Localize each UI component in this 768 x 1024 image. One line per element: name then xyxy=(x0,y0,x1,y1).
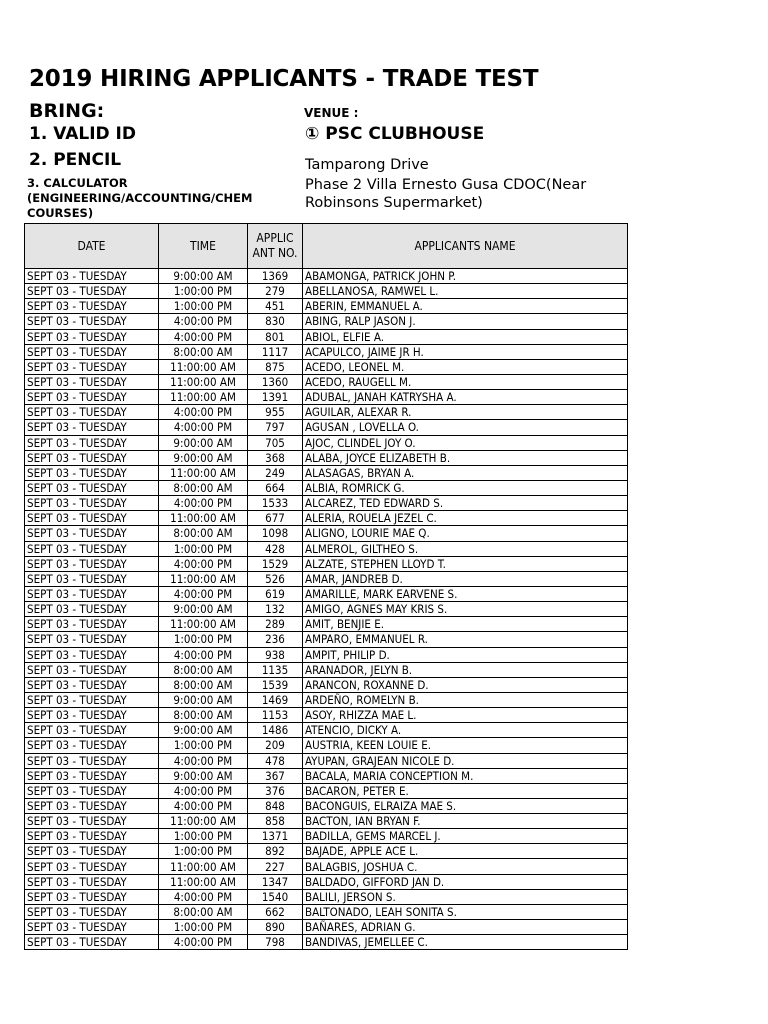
cell-applicant-no: 1539 xyxy=(248,677,303,692)
cell-applicant-no: 1391 xyxy=(248,390,303,405)
cell-applicant-no: 892 xyxy=(248,844,303,859)
cell-applicant-no: 1117 xyxy=(248,344,303,359)
table-row xyxy=(25,814,628,829)
requirement-calculator: 3. CALCULATOR (ENGINEERING/ACCOUNTING/CHEM COURSES) xyxy=(27,176,253,220)
cell-date: SEPT 03 - TUESDAY xyxy=(25,798,159,813)
table-row xyxy=(25,284,628,299)
cell-date: SEPT 03 - TUESDAY xyxy=(25,874,159,889)
table-row xyxy=(25,904,628,919)
venue-address-line: Robinsons Supermarket) xyxy=(305,195,483,211)
cell-applicant-name: BAÑARES, ADRIAN G. xyxy=(303,920,628,935)
cell-applicant-no: 1540 xyxy=(248,889,303,904)
cell-time: 4:00:00 PM xyxy=(159,753,248,768)
cell-applicant-name: ABERIN, EMMANUEL A. xyxy=(303,299,628,314)
cell-time: 4:00:00 PM xyxy=(159,329,248,344)
cell-date: SEPT 03 - TUESDAY xyxy=(25,450,159,465)
cell-applicant-name: BALTONADO, LEAH SONITA S. xyxy=(303,904,628,919)
cell-applicant-name: ABELLANOSA, RAMWEL L. xyxy=(303,284,628,299)
cell-date: SEPT 03 - TUESDAY xyxy=(25,329,159,344)
cell-applicant-no: 619 xyxy=(248,586,303,601)
cell-applicant-no: 858 xyxy=(248,814,303,829)
table-row xyxy=(25,496,628,511)
table-row xyxy=(25,450,628,465)
table-row xyxy=(25,314,628,329)
cell-time: 11:00:00 AM xyxy=(159,465,248,480)
cell-time: 9:00:00 AM xyxy=(159,269,248,284)
cell-time: 1:00:00 PM xyxy=(159,541,248,556)
cell-date: SEPT 03 - TUESDAY xyxy=(25,359,159,374)
cell-time: 11:00:00 AM xyxy=(159,390,248,405)
cell-date: SEPT 03 - TUESDAY xyxy=(25,465,159,480)
cell-applicant-no: 797 xyxy=(248,420,303,435)
table-row xyxy=(25,692,628,707)
cell-date: SEPT 03 - TUESDAY xyxy=(25,692,159,707)
cell-date: SEPT 03 - TUESDAY xyxy=(25,586,159,601)
cell-time: 4:00:00 PM xyxy=(159,647,248,662)
table-row xyxy=(25,647,628,662)
cell-applicant-name: AUSTRIA, KEEN LOUIE E. xyxy=(303,738,628,753)
cell-time: 8:00:00 AM xyxy=(159,480,248,495)
cell-date: SEPT 03 - TUESDAY xyxy=(25,405,159,420)
cell-applicant-name: BACALA, MARIA CONCEPTION M. xyxy=(303,768,628,783)
cell-time: 4:00:00 PM xyxy=(159,496,248,511)
cell-applicant-no: 1098 xyxy=(248,526,303,541)
cell-applicant-name: BANDIVAS, JEMELLEE C. xyxy=(303,935,628,950)
cell-date: SEPT 03 - TUESDAY xyxy=(25,738,159,753)
cell-date: SEPT 03 - TUESDAY xyxy=(25,829,159,844)
cell-applicant-name: ALASAGAS, BRYAN A. xyxy=(303,465,628,480)
cell-applicant-name: AMPIT, PHILIP D. xyxy=(303,647,628,662)
cell-applicant-name: BALDADO, GIFFORD JAN D. xyxy=(303,874,628,889)
cell-applicant-no: 662 xyxy=(248,904,303,919)
cell-applicant-name: BALILI, JERSON S. xyxy=(303,889,628,904)
requirement-valid-id: 1. VALID ID xyxy=(29,124,136,144)
table-row xyxy=(25,632,628,647)
cell-applicant-name: ALZATE, STEPHEN LLOYD T. xyxy=(303,556,628,571)
cell-date: SEPT 03 - TUESDAY xyxy=(25,390,159,405)
column-header-applicant-name: APPLICANTS NAME xyxy=(303,224,628,269)
cell-time: 1:00:00 PM xyxy=(159,844,248,859)
cell-date: SEPT 03 - TUESDAY xyxy=(25,314,159,329)
cell-date: SEPT 03 - TUESDAY xyxy=(25,904,159,919)
cell-applicant-no: 367 xyxy=(248,768,303,783)
cell-date: SEPT 03 - TUESDAY xyxy=(25,889,159,904)
table-row xyxy=(25,480,628,495)
cell-applicant-name: ATENCIO, DICKY A. xyxy=(303,723,628,738)
cell-time: 9:00:00 AM xyxy=(159,768,248,783)
cell-applicant-name: AYUPAN, GRAJEAN NICOLE D. xyxy=(303,753,628,768)
cell-date: SEPT 03 - TUESDAY xyxy=(25,269,159,284)
cell-applicant-name: ALCAREZ, TED EDWARD S. xyxy=(303,496,628,511)
table-row xyxy=(25,889,628,904)
cell-date: SEPT 03 - TUESDAY xyxy=(25,617,159,632)
cell-date: SEPT 03 - TUESDAY xyxy=(25,344,159,359)
table-row xyxy=(25,359,628,374)
cell-time: 8:00:00 AM xyxy=(159,344,248,359)
table-row xyxy=(25,374,628,389)
cell-applicant-name: ACEDO, LEONEL M. xyxy=(303,359,628,374)
cell-applicant-no: 209 xyxy=(248,738,303,753)
cell-applicant-name: ABIOL, ELFIE A. xyxy=(303,329,628,344)
cell-date: SEPT 03 - TUESDAY xyxy=(25,571,159,586)
table-row xyxy=(25,556,628,571)
cell-applicant-no: 478 xyxy=(248,753,303,768)
cell-time: 11:00:00 AM xyxy=(159,571,248,586)
cell-applicant-no: 798 xyxy=(248,935,303,950)
cell-applicant-no: 1135 xyxy=(248,662,303,677)
cell-date: SEPT 03 - TUESDAY xyxy=(25,435,159,450)
cell-applicant-name: ABING, RALP JASON J. xyxy=(303,314,628,329)
table-header-row xyxy=(25,224,628,269)
cell-applicant-no: 451 xyxy=(248,299,303,314)
cell-date: SEPT 03 - TUESDAY xyxy=(25,496,159,511)
table-row xyxy=(25,783,628,798)
cell-applicant-no: 955 xyxy=(248,405,303,420)
cell-time: 11:00:00 AM xyxy=(159,374,248,389)
table-row xyxy=(25,465,628,480)
cell-applicant-no: 890 xyxy=(248,920,303,935)
cell-time: 4:00:00 PM xyxy=(159,405,248,420)
cell-applicant-no: 289 xyxy=(248,617,303,632)
table-row xyxy=(25,829,628,844)
cell-applicant-no: 368 xyxy=(248,450,303,465)
table-row xyxy=(25,768,628,783)
cell-time: 11:00:00 AM xyxy=(159,859,248,874)
cell-date: SEPT 03 - TUESDAY xyxy=(25,526,159,541)
venue-label: VENUE : xyxy=(304,106,359,120)
table-row xyxy=(25,677,628,692)
cell-applicant-no: 236 xyxy=(248,632,303,647)
applicants-table xyxy=(24,223,628,950)
cell-time: 9:00:00 AM xyxy=(159,723,248,738)
table-row xyxy=(25,708,628,723)
cell-date: SEPT 03 - TUESDAY xyxy=(25,374,159,389)
table-row xyxy=(25,753,628,768)
cell-time: 11:00:00 AM xyxy=(159,511,248,526)
cell-applicant-name: ABAMONGA, PATRICK JOHN P. xyxy=(303,269,628,284)
table-row xyxy=(25,571,628,586)
column-header-date: DATE xyxy=(25,224,159,269)
cell-date: SEPT 03 - TUESDAY xyxy=(25,480,159,495)
table-body xyxy=(25,269,628,950)
cell-applicant-name: BADILLA, GEMS MARCEL J. xyxy=(303,829,628,844)
cell-time: 11:00:00 AM xyxy=(159,359,248,374)
cell-date: SEPT 03 - TUESDAY xyxy=(25,814,159,829)
cell-applicant-no: 526 xyxy=(248,571,303,586)
cell-time: 8:00:00 AM xyxy=(159,708,248,723)
cell-time: 4:00:00 PM xyxy=(159,586,248,601)
table-row xyxy=(25,390,628,405)
cell-time: 11:00:00 AM xyxy=(159,874,248,889)
cell-time: 4:00:00 PM xyxy=(159,420,248,435)
cell-date: SEPT 03 - TUESDAY xyxy=(25,768,159,783)
cell-time: 11:00:00 AM xyxy=(159,814,248,829)
cell-applicant-no: 1153 xyxy=(248,708,303,723)
cell-applicant-name: ALABA, JOYCE ELIZABETH B. xyxy=(303,450,628,465)
cell-applicant-name: AMIT, BENJIE E. xyxy=(303,617,628,632)
table-row xyxy=(25,405,628,420)
cell-date: SEPT 03 - TUESDAY xyxy=(25,708,159,723)
cell-time: 4:00:00 PM xyxy=(159,783,248,798)
table-row xyxy=(25,344,628,359)
cell-time: 4:00:00 PM xyxy=(159,889,248,904)
cell-applicant-no: 428 xyxy=(248,541,303,556)
column-header-time: TIME xyxy=(159,224,248,269)
cell-applicant-name: ACAPULCO, JAIME JR H. xyxy=(303,344,628,359)
cell-time: 4:00:00 PM xyxy=(159,798,248,813)
cell-time: 8:00:00 AM xyxy=(159,662,248,677)
table-row xyxy=(25,329,628,344)
cell-applicant-name: ASOY, RHIZZA MAE L. xyxy=(303,708,628,723)
cell-applicant-name: ARDEÑO, ROMELYN B. xyxy=(303,692,628,707)
table-row xyxy=(25,874,628,889)
cell-applicant-no: 664 xyxy=(248,480,303,495)
cell-applicant-name: ARANADOR, JELYN B. xyxy=(303,662,628,677)
table-row xyxy=(25,723,628,738)
cell-applicant-name: AGUSAN , LOVELLA O. xyxy=(303,420,628,435)
cell-date: SEPT 03 - TUESDAY xyxy=(25,783,159,798)
cell-time: 1:00:00 PM xyxy=(159,738,248,753)
table-row xyxy=(25,541,628,556)
cell-date: SEPT 03 - TUESDAY xyxy=(25,859,159,874)
cell-applicant-no: 1486 xyxy=(248,723,303,738)
cell-date: SEPT 03 - TUESDAY xyxy=(25,647,159,662)
table-row xyxy=(25,602,628,617)
cell-applicant-no: 875 xyxy=(248,359,303,374)
table-row xyxy=(25,738,628,753)
table-row xyxy=(25,586,628,601)
cell-date: SEPT 03 - TUESDAY xyxy=(25,511,159,526)
table-row xyxy=(25,935,628,950)
cell-applicant-no: 376 xyxy=(248,783,303,798)
cell-time: 11:00:00 AM xyxy=(159,617,248,632)
table-row xyxy=(25,420,628,435)
cell-applicant-name: BACARON, PETER E. xyxy=(303,783,628,798)
cell-date: SEPT 03 - TUESDAY xyxy=(25,753,159,768)
column-header-applicant-no: APPLIC ANT NO. xyxy=(248,224,303,269)
table-row xyxy=(25,798,628,813)
cell-date: SEPT 03 - TUESDAY xyxy=(25,844,159,859)
cell-applicant-no: 848 xyxy=(248,798,303,813)
cell-time: 4:00:00 PM xyxy=(159,314,248,329)
cell-applicant-name: BAJADE, APPLE ACE L. xyxy=(303,844,628,859)
cell-applicant-no: 705 xyxy=(248,435,303,450)
cell-applicant-name: BACONGUIS, ELRAIZA MAE S. xyxy=(303,798,628,813)
cell-time: 9:00:00 AM xyxy=(159,450,248,465)
table-row xyxy=(25,859,628,874)
venue-address-line: Phase 2 Villa Ernesto Gusa CDOC(Near xyxy=(305,177,587,193)
cell-time: 8:00:00 AM xyxy=(159,526,248,541)
venue-address-line: Tamparong Drive xyxy=(305,157,429,173)
cell-applicant-name: ADUBAL, JANAH KATRYSHA A. xyxy=(303,390,628,405)
cell-applicant-name: AMAR, JANDREB D. xyxy=(303,571,628,586)
cell-date: SEPT 03 - TUESDAY xyxy=(25,632,159,647)
cell-date: SEPT 03 - TUESDAY xyxy=(25,284,159,299)
cell-date: SEPT 03 - TUESDAY xyxy=(25,556,159,571)
cell-applicant-name: BACTON, IAN BRYAN F. xyxy=(303,814,628,829)
cell-applicant-no: 830 xyxy=(248,314,303,329)
cell-applicant-name: AGUILAR, ALEXAR R. xyxy=(303,405,628,420)
cell-applicant-no: 801 xyxy=(248,329,303,344)
table-row xyxy=(25,435,628,450)
cell-date: SEPT 03 - TUESDAY xyxy=(25,541,159,556)
cell-time: 1:00:00 PM xyxy=(159,284,248,299)
cell-time: 9:00:00 AM xyxy=(159,602,248,617)
cell-time: 8:00:00 AM xyxy=(159,904,248,919)
cell-applicant-name: AJOC, CLINDEL JOY O. xyxy=(303,435,628,450)
cell-applicant-name: BALAGBIS, JOSHUA C. xyxy=(303,859,628,874)
cell-applicant-name: AMPARO, EMMANUEL R. xyxy=(303,632,628,647)
cell-applicant-no: 677 xyxy=(248,511,303,526)
cell-time: 8:00:00 AM xyxy=(159,677,248,692)
cell-date: SEPT 03 - TUESDAY xyxy=(25,602,159,617)
table-row xyxy=(25,844,628,859)
cell-applicant-no: 227 xyxy=(248,859,303,874)
cell-time: 9:00:00 AM xyxy=(159,435,248,450)
cell-applicant-name: ARANCON, ROXANNE D. xyxy=(303,677,628,692)
bring-label: BRING: xyxy=(29,100,105,122)
cell-time: 1:00:00 PM xyxy=(159,920,248,935)
cell-time: 9:00:00 AM xyxy=(159,692,248,707)
cell-applicant-no: 279 xyxy=(248,284,303,299)
table-row xyxy=(25,662,628,677)
cell-time: 1:00:00 PM xyxy=(159,299,248,314)
table-row xyxy=(25,617,628,632)
requirement-pencil: 2. PENCIL xyxy=(29,150,122,170)
cell-applicant-no: 1371 xyxy=(248,829,303,844)
cell-applicant-name: AMIGO, AGNES MAY KRIS S. xyxy=(303,602,628,617)
table-row xyxy=(25,920,628,935)
cell-applicant-no: 938 xyxy=(248,647,303,662)
cell-time: 4:00:00 PM xyxy=(159,556,248,571)
cell-date: SEPT 03 - TUESDAY xyxy=(25,662,159,677)
table-row xyxy=(25,299,628,314)
venue-name: ① PSC CLUBHOUSE xyxy=(305,124,485,144)
cell-applicant-name: ALIGNO, LOURIE MAE Q. xyxy=(303,526,628,541)
cell-date: SEPT 03 - TUESDAY xyxy=(25,935,159,950)
cell-date: SEPT 03 - TUESDAY xyxy=(25,920,159,935)
cell-date: SEPT 03 - TUESDAY xyxy=(25,420,159,435)
cell-date: SEPT 03 - TUESDAY xyxy=(25,723,159,738)
cell-applicant-name: AMARILLE, MARK EARVENE S. xyxy=(303,586,628,601)
page-title: 2019 HIRING APPLICANTS - TRADE TEST xyxy=(29,66,539,92)
table-row xyxy=(25,269,628,284)
cell-applicant-no: 1347 xyxy=(248,874,303,889)
table-row xyxy=(25,526,628,541)
cell-applicant-name: ALMEROL, GILTHEO S. xyxy=(303,541,628,556)
cell-applicant-no: 1369 xyxy=(248,269,303,284)
cell-applicant-name: ALBIA, ROMRICK G. xyxy=(303,480,628,495)
cell-applicant-no: 1469 xyxy=(248,692,303,707)
cell-applicant-name: ALERIA, ROUELA JEZEL C. xyxy=(303,511,628,526)
cell-applicant-no: 1533 xyxy=(248,496,303,511)
table-row xyxy=(25,511,628,526)
cell-applicant-no: 1360 xyxy=(248,374,303,389)
cell-applicant-name: ACEDO, RAUGELL M. xyxy=(303,374,628,389)
cell-time: 1:00:00 PM xyxy=(159,632,248,647)
cell-date: SEPT 03 - TUESDAY xyxy=(25,299,159,314)
cell-date: SEPT 03 - TUESDAY xyxy=(25,677,159,692)
cell-time: 4:00:00 PM xyxy=(159,935,248,950)
cell-applicant-no: 249 xyxy=(248,465,303,480)
cell-applicant-no: 132 xyxy=(248,602,303,617)
cell-time: 1:00:00 PM xyxy=(159,829,248,844)
cell-applicant-no: 1529 xyxy=(248,556,303,571)
